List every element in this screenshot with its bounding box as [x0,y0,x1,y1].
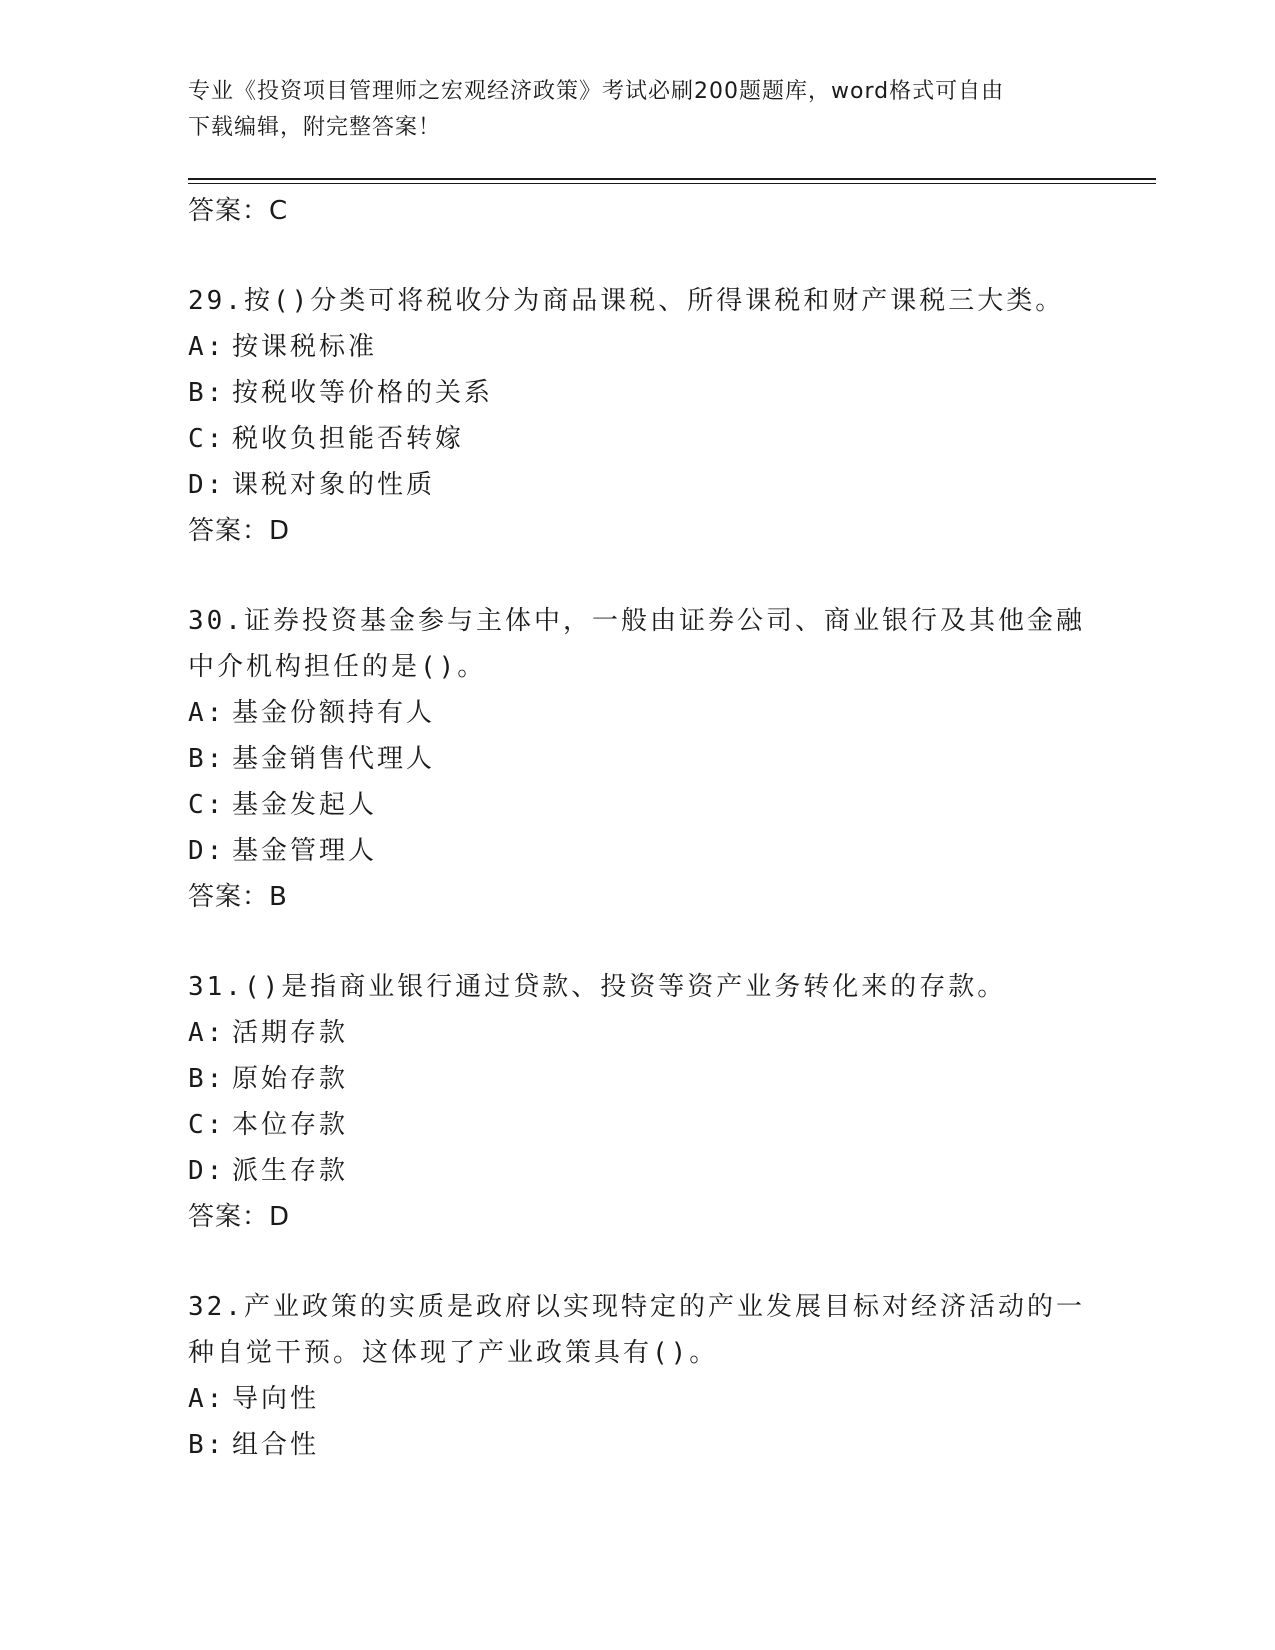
answer-line: 答案：D [188,516,291,546]
option-letter: B: [188,744,226,774]
header-line-2: 下载编辑，附完整答案！ [188,115,442,140]
option-letter: D: [188,836,226,866]
question-text: 31.()是指商业银行通过贷款、投资等资产业务转化来的存款。 [188,972,1007,1002]
option-letter: A: [188,1384,226,1414]
option-item [188,1010,1088,1056]
option-item [188,324,1088,370]
option-letter: C: [188,1110,226,1140]
option-text: 原始存款 [232,1064,349,1094]
option-text: 组合性 [232,1430,320,1460]
option-letter: B: [188,1064,226,1094]
option-letter: B: [188,378,226,408]
option-text: 基金销售代理人 [232,744,436,774]
answer-line: 答案：D [188,1202,291,1232]
header-divider-thick [188,178,1156,180]
question-block [188,1284,1088,1468]
option-text: 导向性 [232,1384,320,1414]
question-text: 30.证券投资基金参与主体中，一般由证券公司、商业银行及其他金融 [188,606,1085,636]
document-header [188,74,1088,146]
question-block [188,598,1088,920]
option-letter: B: [188,1430,226,1460]
answer-line: 答案：B [188,882,288,912]
option-item [188,1148,1088,1194]
option-item [188,828,1088,874]
option-item [188,690,1088,736]
option-letter: A: [188,1018,226,1048]
question-text: 29.按()分类可将税收分为商品课税、所得课税和财产课税三大类。 [188,286,1065,316]
option-letter: C: [188,790,226,820]
option-letter: A: [188,698,226,728]
questions-container [188,278,1088,1468]
option-text: 基金份额持有人 [232,698,436,728]
option-item [188,1102,1088,1148]
header-line-1: 专业《投资项目管理师之宏观经济政策》考试必刷200题题库，word格式可自由 [188,79,1005,104]
option-text: 活期存款 [232,1018,349,1048]
option-item [188,782,1088,828]
option-text: 基金管理人 [232,836,378,866]
option-letter: A: [188,332,226,362]
option-item [188,370,1088,416]
question-text: 种自觉干预。这体现了产业政策具有()。 [188,1338,719,1368]
option-text: 派生存款 [232,1156,349,1186]
option-letter: C: [188,424,226,454]
question-list [188,188,1088,1468]
option-text: 本位存款 [232,1110,349,1140]
option-text: 课税对象的性质 [232,470,436,500]
question-block [188,278,1088,554]
question-block [188,964,1088,1240]
option-item [188,1422,1088,1468]
option-text: 按税收等价格的关系 [232,378,494,408]
option-item [188,462,1088,508]
option-text: 税收负担能否转嫁 [232,424,465,454]
option-item [188,1056,1088,1102]
option-item [188,416,1088,462]
option-letter: D: [188,1156,226,1186]
option-text: 基金发起人 [232,790,378,820]
option-item [188,1376,1088,1422]
option-text: 按课税标准 [232,332,378,362]
option-letter: D: [188,470,226,500]
header-divider-thin [188,183,1156,184]
option-item [188,736,1088,782]
question-text: 32.产业政策的实质是政府以实现特定的产业发展目标对经济活动的一 [188,1292,1085,1322]
question-text: 中介机构担任的是()。 [188,652,487,682]
answer-line: 答案：C [188,196,289,226]
